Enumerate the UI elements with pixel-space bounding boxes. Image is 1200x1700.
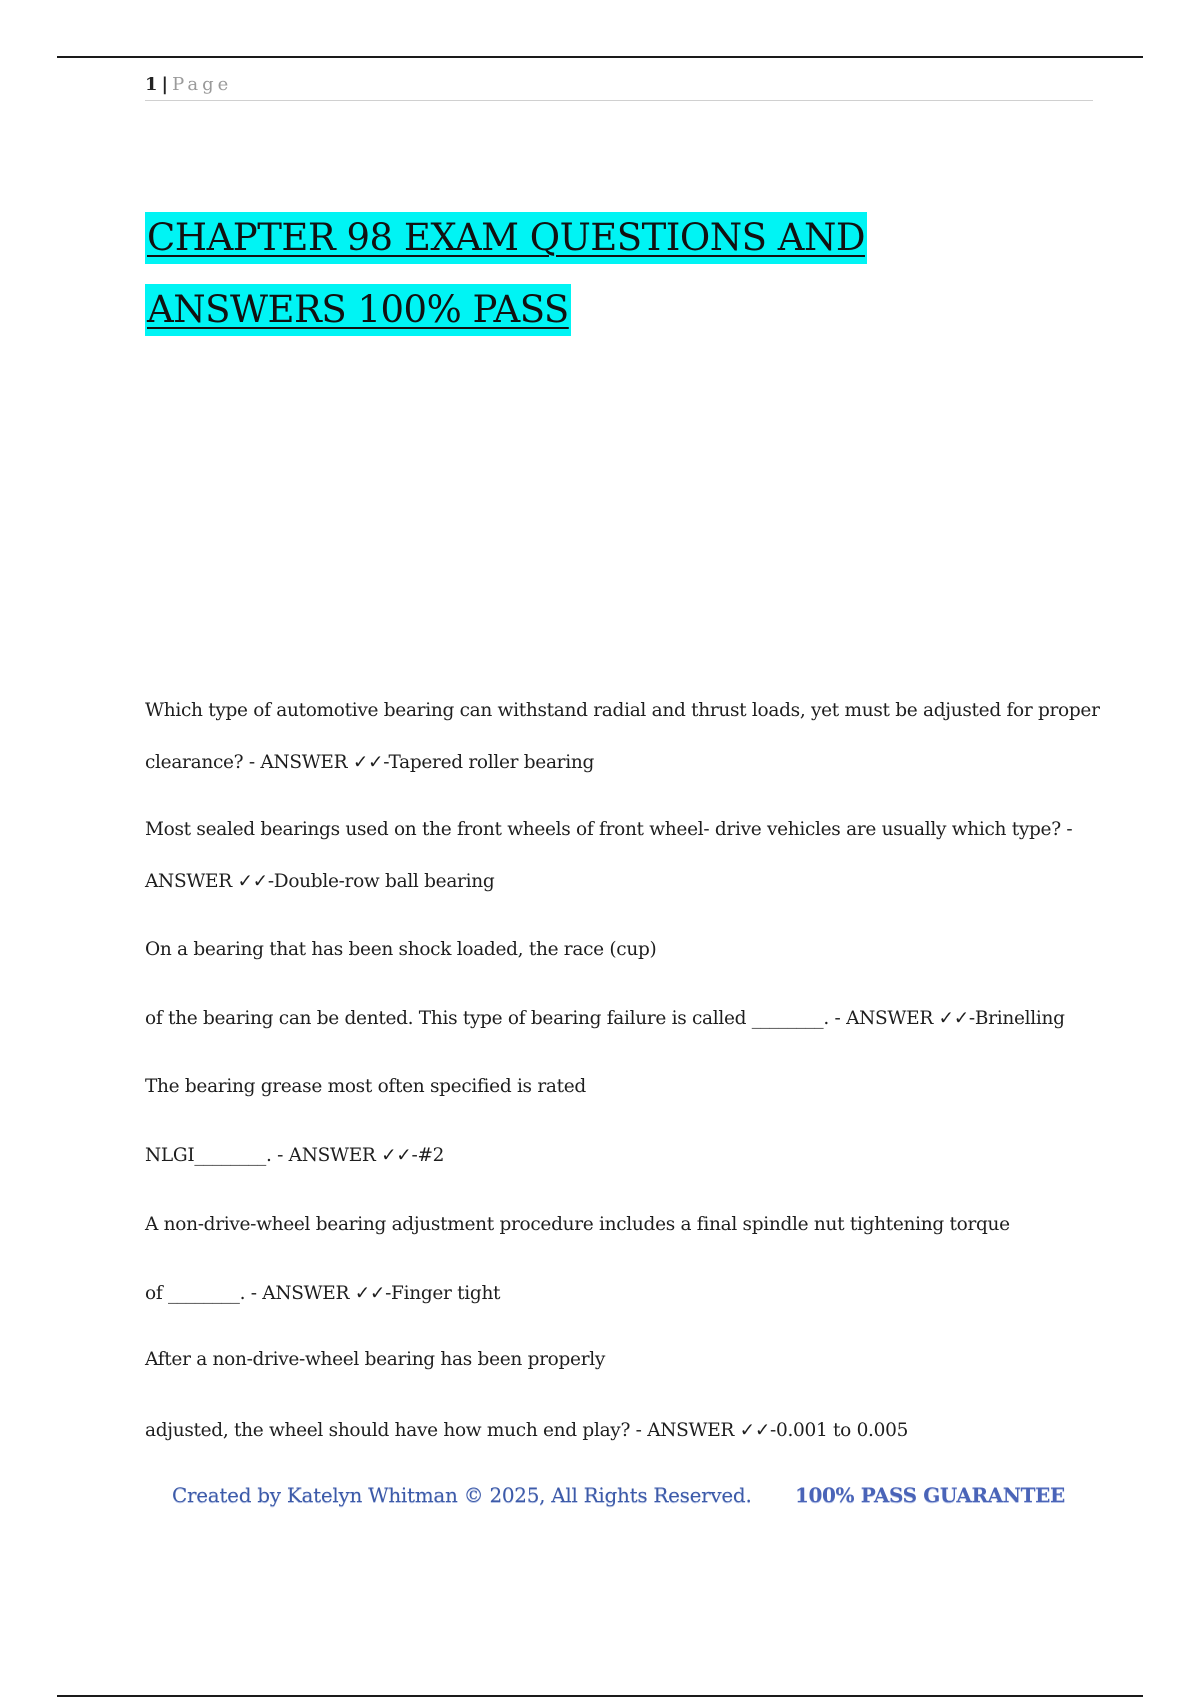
page-separator: | xyxy=(161,74,169,95)
answer-line: clearance? - ANSWER ✓✓-Tapered roller bearing xyxy=(145,752,594,773)
document-title xyxy=(145,212,1105,336)
title-line-2: ANSWERS 100% PASS xyxy=(145,284,571,336)
page-number: 1 xyxy=(145,74,158,95)
question-line: After a non-drive-wheel bearing has been properly xyxy=(145,1349,606,1370)
page-word: Page xyxy=(172,74,233,95)
question-line: Most sealed bearings used on the front wheels of front wheel- drive vehicles are usually which type? - xyxy=(145,819,1073,840)
title-line-1: CHAPTER 98 EXAM QUESTIONS AND xyxy=(145,212,867,264)
bottom-rule xyxy=(57,1695,1143,1697)
answer-line: NLGI________. - ANSWER ✓✓-#2 xyxy=(145,1145,445,1166)
footer-guarantee: 100% PASS GUARANTEE xyxy=(795,1483,1065,1507)
question-line: Which type of automotive bearing can withstand radial and thrust loads, yet must be adjusted for proper xyxy=(145,700,1100,721)
answer-line: ANSWER ✓✓-Double-row ball bearing xyxy=(145,871,495,892)
page-header xyxy=(145,72,1093,101)
answer-line: of ________. - ANSWER ✓✓-Finger tight xyxy=(145,1283,501,1304)
question-line: A non-drive-wheel bearing adjustment procedure includes a final spindle nut tightening torque xyxy=(145,1214,1010,1235)
answer-line: adjusted, the wheel should have how much end play? - ANSWER ✓✓-0.001 to 0.005 xyxy=(145,1420,909,1441)
question-line: The bearing grease most often specified is rated xyxy=(145,1076,586,1097)
top-rule xyxy=(57,56,1143,58)
answer-line: of the bearing can be dented. This type of bearing failure is called ________. - ANSWER ✓✓-Brinelling xyxy=(145,1008,1065,1029)
footer-credit: Created by Katelyn Whitman © 2025, All Rights Reserved. xyxy=(172,1483,752,1507)
question-line: On a bearing that has been shock loaded, the race (cup) xyxy=(145,939,657,960)
